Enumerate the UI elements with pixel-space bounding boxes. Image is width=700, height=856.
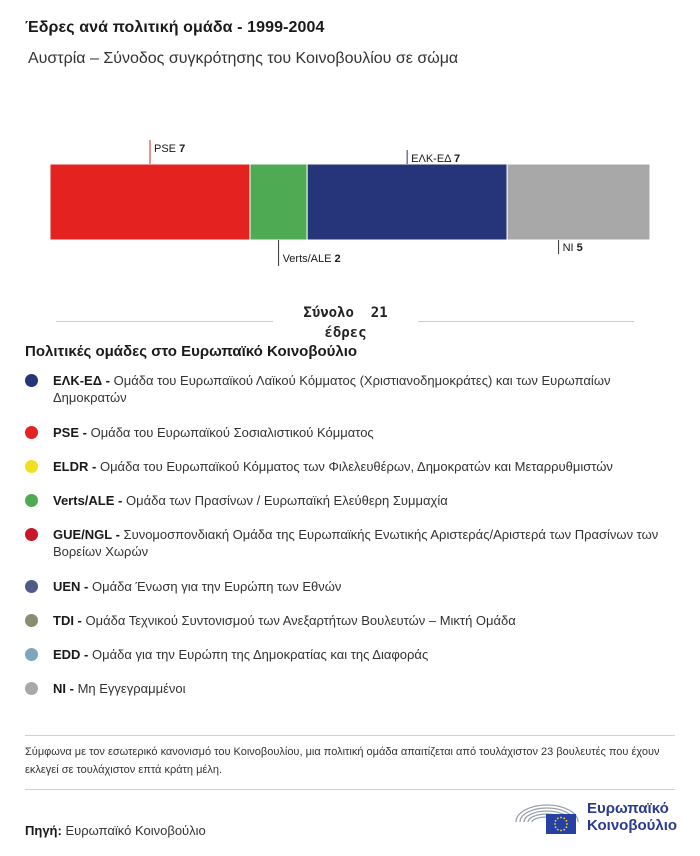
bar-label-ελκ-εδ: ΕΛΚ-ΕΔ 7 bbox=[411, 153, 461, 165]
legend-description: Verts/ALE - Ομάδα των Πρασίνων / Ευρωπαϊκή Ελεύθερη Συμμαχία bbox=[53, 493, 448, 508]
logo-line-2: Κοινοβούλιο bbox=[587, 817, 678, 834]
logo-text bbox=[587, 800, 677, 834]
legend-item bbox=[25, 612, 675, 629]
legend-description: PSE - Ομάδα του Ευρωπαϊκού Σοσιαλιστικού Κόμματος bbox=[53, 425, 374, 440]
total-label: Σύνολο bbox=[303, 305, 354, 321]
source-label: Πηγή: bbox=[25, 823, 62, 838]
legend-description: ΕΛΚ-ΕΔ - Ομάδα του Ευρωπαϊκού Λαϊκού Κόμματος (Χριστιανοδημοκράτες) και των Ευρωπαίων Δημοκρατών bbox=[53, 373, 611, 405]
footnote: Σύμφωνα με τον εσωτερικό κανονισμό του Κοινοβουλίου, μια πολιτική ομάδα απαιτίζεται από τουλάχιστον 23 βουλευτές που έχουν εκλεγεί σε τουλάχιστον επτά κράτη μέλη. bbox=[25, 746, 660, 776]
legend-code: Verts/ALE - bbox=[53, 493, 126, 508]
bar-label-ni: NI 5 bbox=[562, 242, 583, 254]
legend-code: GUE/NGL - bbox=[53, 527, 124, 542]
legend-description: UEN - Ομάδα Ένωση για την Ευρώπη των Εθνών bbox=[53, 579, 342, 594]
legend-description: EDD - Ομάδα για την Ευρώπη της Δημοκρατίας και της Διαφοράς bbox=[53, 647, 429, 662]
legend-item bbox=[25, 372, 675, 406]
legend-title: Πολιτικές ομάδες στο Ευρωπαϊκό Κοινοβούλιο bbox=[25, 343, 358, 360]
bar-label-pse: PSE 7 bbox=[154, 143, 186, 155]
legend-item bbox=[25, 680, 675, 697]
legend-item bbox=[25, 646, 675, 663]
bar-segment-pse bbox=[50, 164, 250, 240]
legend-item bbox=[25, 424, 675, 441]
source bbox=[25, 823, 206, 838]
bar-segment-verts-ale bbox=[250, 164, 307, 240]
legend-color-dot-icon bbox=[25, 528, 38, 541]
legend-item bbox=[25, 526, 675, 560]
total-unit: έδρες bbox=[324, 325, 367, 341]
legend-color-dot-icon bbox=[25, 648, 38, 661]
parliament-emblem-icon bbox=[512, 796, 582, 836]
bar-label-verts-ale: Verts/ALE 2 bbox=[282, 253, 341, 265]
legend-description: GUE/NGL - Συνομοσπονδιακή Ομάδα της Ευρωπαϊκής Ενωτικής Αριστεράς/Αριστερά των Πρασίνων των Βορείων Χωρών bbox=[53, 527, 659, 559]
legend-code: TDI - bbox=[53, 613, 86, 628]
legend-description: TDI - Ομάδα Τεχνικού Συντονισμού των Ανεξαρτήτων Βουλευτών – Μικτή Ομάδα bbox=[53, 613, 516, 628]
logo-line-1: Ευρωπαϊκό bbox=[587, 800, 669, 817]
total-divider-left bbox=[56, 321, 273, 322]
legend-description: NI - Μη Εγγεγραμμένοι bbox=[53, 681, 186, 696]
total-value: 21 bbox=[370, 305, 388, 321]
legend-color-dot-icon bbox=[25, 494, 38, 507]
legend-description: ELDR - Ομάδα του Ευρωπαϊκού Κόμματος των Φιλελευθέρων, Δημοκρατών και Μεταρρυθμιστών bbox=[53, 459, 613, 474]
legend-color-dot-icon bbox=[25, 374, 38, 387]
total-seats bbox=[273, 303, 418, 343]
legend-color-dot-icon bbox=[25, 614, 38, 627]
legend-code: PSE - bbox=[53, 425, 91, 440]
footnote-divider-bottom bbox=[25, 789, 675, 790]
legend-code: ΕΛΚ-ΕΔ - bbox=[53, 373, 114, 388]
legend-item bbox=[25, 458, 675, 475]
legend-code: UEN - bbox=[53, 579, 92, 594]
legend-code: ELDR - bbox=[53, 459, 100, 474]
chart-subtitle: Αυστρία – Σύνοδος συγκρότησης του Κοινοβουλίου σε σώμα bbox=[28, 50, 459, 67]
legend-code: NI - bbox=[53, 681, 78, 696]
legend-color-dot-icon bbox=[25, 426, 38, 439]
source-value: Ευρωπαϊκό Κοινοβούλιο bbox=[65, 823, 206, 838]
european-parliament-logo bbox=[512, 796, 682, 838]
footnote-divider-top bbox=[25, 735, 675, 736]
legend-color-dot-icon bbox=[25, 580, 38, 593]
bar-segment-ni bbox=[507, 164, 650, 240]
legend-color-dot-icon bbox=[25, 460, 38, 473]
legend-code: EDD - bbox=[53, 647, 92, 662]
chart-title: Έδρες ανά πολιτική ομάδα - 1999-2004 bbox=[25, 19, 325, 36]
legend-item bbox=[25, 492, 675, 509]
stacked-seat-bar-chart bbox=[0, 130, 700, 280]
legend-item bbox=[25, 578, 675, 595]
total-divider-right bbox=[418, 321, 634, 322]
bar-segment-ελκ-εδ bbox=[307, 164, 507, 240]
legend-color-dot-icon bbox=[25, 682, 38, 695]
